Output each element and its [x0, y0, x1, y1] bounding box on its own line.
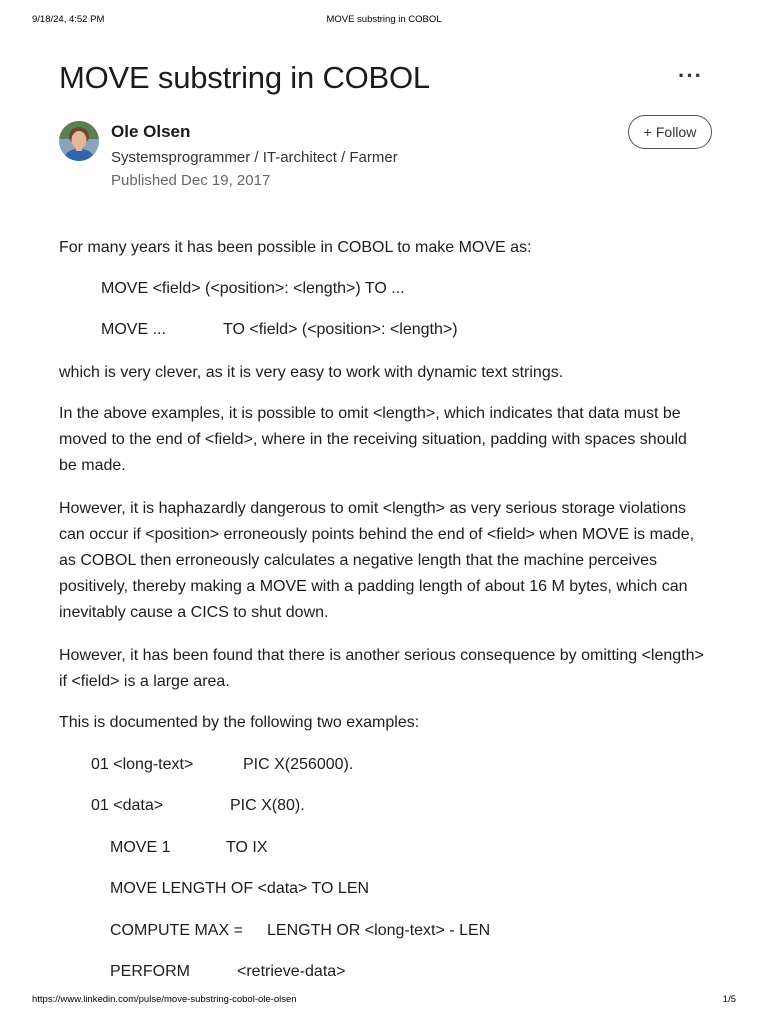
author-headline: Systemsprogrammer / IT-architect / Farmer	[111, 149, 398, 166]
code-text: MOVE LENGTH OF <data> TO LEN	[110, 880, 370, 897]
paragraph-intro: For many years it has been possible in COBOL to make MOVE as:	[59, 239, 532, 256]
code-text: MOVE <field> (<position>: <length>) TO ...	[101, 280, 405, 297]
published-date: Published Dec 19, 2017	[111, 172, 271, 189]
code-text: MOVE 1	[110, 839, 171, 856]
print-page-title: MOVE substring in COBOL	[326, 14, 442, 25]
code-text: <retrieve-data>	[237, 963, 346, 980]
paragraph-omit-length: In the above examples, it is possible to omit <length>, which indicates that data must be moved to the end of <field>, where in the receiving situation, padding with spaces should be made.	[59, 405, 687, 474]
more-options-icon[interactable]: ···	[678, 63, 703, 88]
code-text: PIC X(256000).	[243, 756, 354, 773]
code-text: LENGTH OR <long-text> - LEN	[267, 922, 491, 939]
paragraph-consequence: However, it has been found that there is another serious consequence by omitting <length> if <field> is a large area.	[59, 647, 704, 690]
paragraph-clever: which is very clever, as it is very easy to work with dynamic text strings.	[59, 364, 564, 381]
article-title: MOVE substring in COBOL	[59, 60, 430, 95]
code-text: COMPUTE MAX =	[110, 922, 243, 939]
author-avatar[interactable]	[59, 121, 99, 161]
code-text: PERFORM	[110, 963, 190, 980]
paragraph-examples: This is documented by the following two examples:	[59, 714, 420, 731]
avatar-photo-icon	[59, 121, 99, 161]
follow-button[interactable]	[628, 115, 712, 149]
code-text: 01 <data>	[91, 797, 164, 814]
print-footer	[0, 994, 768, 1014]
author-name[interactable]: Ole Olsen	[111, 122, 191, 141]
code-text: 01 <long-text>	[91, 756, 194, 773]
print-header	[0, 14, 768, 34]
follow-label: Follow	[655, 124, 697, 140]
code-text: PIC X(80).	[230, 797, 305, 814]
code-text: TO IX	[226, 839, 268, 856]
print-url[interactable]: https://www.linkedin.com/pulse/move-substring-cobol-ole-olsen	[32, 994, 297, 1005]
paragraph-dangerous: However, it is haphazardly dangerous to omit <length> as very serious storage violations can occur if <position> erroneously points behind the end of <field> when MOVE is made, as COBOL then erroneously calculates a negative length that the machine perceives positively, thereby making a MOVE with a padding length of about 16 M bytes, which can inevitably cause a CICS to shut down.	[59, 500, 695, 621]
code-text: TO <field> (<position>: <length>)	[223, 321, 458, 338]
print-page-number: 1/5	[722, 994, 736, 1005]
code-text: MOVE ...	[101, 321, 166, 338]
plus-icon: +	[643, 124, 652, 140]
print-datetime: 9/18/24, 4:52 PM	[32, 14, 105, 25]
